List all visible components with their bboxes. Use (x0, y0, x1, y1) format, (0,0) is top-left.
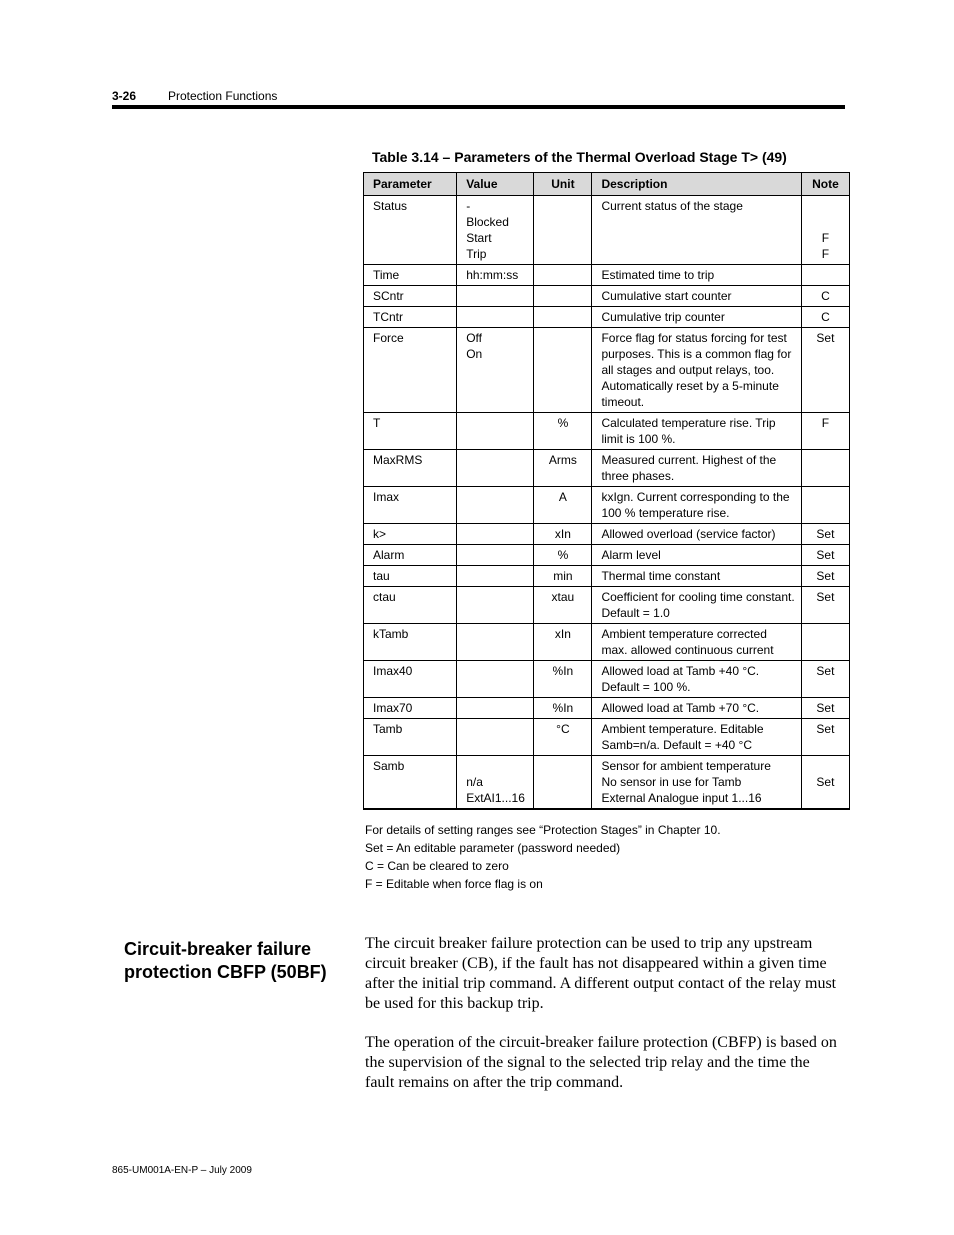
note-line: C = Can be cleared to zero (365, 859, 509, 873)
cell-description: Ambient temperature corrected max. allowed continuous current (592, 624, 801, 661)
cell-note (801, 328, 849, 413)
value-line: Blocked (466, 215, 509, 229)
cell-description: Coefficient for cooling time constant. Default = 1.0 (592, 587, 801, 624)
note-line: F (821, 416, 830, 430)
cell-value (457, 624, 534, 661)
note-line (806, 452, 845, 468)
note-line (806, 790, 845, 806)
table-row (364, 719, 850, 756)
table-row (364, 566, 850, 587)
cell-value (457, 450, 534, 487)
cell-unit (534, 756, 592, 810)
cell-description: Estimated time to trip (592, 265, 801, 286)
value-line (466, 663, 527, 679)
value-line (466, 489, 527, 505)
value-line (466, 309, 527, 325)
note-line: C (821, 289, 830, 303)
cell-note (801, 524, 849, 545)
table-header-row (364, 173, 850, 196)
note-line (806, 198, 845, 214)
table-caption: Table 3.14 – Parameters of the Thermal Overload Stage T> (49) (372, 149, 787, 165)
cell-note (801, 450, 849, 487)
value-line (466, 288, 527, 304)
cell-description: Alarm level (592, 545, 801, 566)
cell-description: Cumulative start counter (592, 286, 801, 307)
note-line: F (821, 247, 830, 261)
value-line: On (466, 347, 483, 361)
cell-parameter: T (364, 413, 457, 450)
cell-value (457, 756, 534, 810)
cell-description: Calculated temperature rise. Trip limit is 100 %. (592, 413, 801, 450)
cell-value (457, 196, 534, 265)
table-row (364, 450, 850, 487)
table-notes (365, 821, 721, 893)
cell-parameter: Samb (364, 756, 457, 810)
cell-note (801, 545, 849, 566)
value-line: n/a (466, 775, 483, 789)
cell-unit: °C (534, 719, 592, 756)
cell-unit (534, 328, 592, 413)
cell-note (801, 661, 849, 698)
body-paragraph: The circuit breaker failure protection can be used to trip any upstream circuit breaker (CB), if the fault has not disappeared within a given time after the initial trip command. A different output contact of the relay must be used for this backup trip. (365, 935, 837, 1012)
cell-note (801, 196, 849, 265)
cell-description (592, 756, 801, 810)
value-line: Start (466, 231, 492, 245)
cell-value (457, 524, 534, 545)
cell-unit: %In (534, 698, 592, 719)
cell-description: Force flag for status forcing for test purposes. This is a common flag for all stages and output relays, too. Automatically reset by a 5-minute timeout. (592, 328, 801, 413)
cell-parameter: Time (364, 265, 457, 286)
note-line (806, 758, 845, 774)
cell-parameter: k> (364, 524, 457, 545)
cell-parameter: MaxRMS (364, 450, 457, 487)
value-line (466, 452, 527, 468)
table-row (364, 698, 850, 719)
description-line: Sensor for ambient temperature (601, 759, 771, 773)
table-row (364, 661, 850, 698)
note-line (806, 267, 845, 283)
cell-unit: %In (534, 661, 592, 698)
value-line (466, 589, 527, 605)
value-line (466, 758, 527, 774)
cell-description: Measured current. Highest of the three phases. (592, 450, 801, 487)
cell-value (457, 587, 534, 624)
value-line (466, 526, 527, 542)
note-line: Set (816, 775, 835, 789)
cell-description: Current status of the stage (592, 196, 801, 265)
cell-parameter: tau (364, 566, 457, 587)
note-line: Set (816, 722, 835, 736)
table-row (364, 413, 850, 450)
cell-note (801, 307, 849, 328)
cell-value (457, 265, 534, 286)
cell-unit (534, 307, 592, 328)
page-number: 3-26 (112, 89, 137, 103)
parameters-table (363, 172, 850, 810)
cell-note (801, 756, 849, 810)
cell-value (457, 286, 534, 307)
value-line: hh:mm:ss (466, 268, 519, 282)
cell-description: Thermal time constant (592, 566, 801, 587)
note-line: F = Editable when force flag is on (365, 877, 543, 891)
table-row (364, 307, 850, 328)
cell-value (457, 487, 534, 524)
value-line: - (466, 199, 471, 213)
cell-parameter: Imax70 (364, 698, 457, 719)
cell-description: Allowed load at Tamb +70 °C. (592, 698, 801, 719)
cell-unit (534, 196, 592, 265)
header-rule (112, 105, 845, 109)
cell-description: Cumulative trip counter (592, 307, 801, 328)
section-body (365, 934, 843, 1112)
cell-unit: min (534, 566, 592, 587)
cell-parameter: Imax40 (364, 661, 457, 698)
note-line (806, 489, 845, 505)
chapter-title: Protection Functions (168, 89, 278, 103)
note-line: Set (816, 701, 835, 715)
cell-note (801, 587, 849, 624)
table-row (364, 196, 850, 265)
cell-note (801, 698, 849, 719)
cell-value (457, 661, 534, 698)
cell-parameter: TCntr (364, 307, 457, 328)
value-line (466, 415, 527, 431)
table-row (364, 487, 850, 524)
note-line: Set (816, 569, 835, 583)
note-line: For details of setting ranges see “Protection Stages” in Chapter 10. (365, 823, 721, 837)
note-line: Set (816, 331, 835, 345)
cell-note (801, 286, 849, 307)
value-line (466, 700, 527, 716)
cell-note (801, 487, 849, 524)
cell-unit (534, 286, 592, 307)
footer-doc-id: 865-UM001A-EN-P – July 2009 (112, 1165, 252, 1176)
value-line (466, 626, 527, 642)
cell-parameter: Alarm (364, 545, 457, 566)
table-row (364, 587, 850, 624)
column-header-description: Description (592, 173, 801, 196)
table-row (364, 328, 850, 413)
cell-unit: Arms (534, 450, 592, 487)
value-line (466, 721, 527, 737)
cell-note (801, 719, 849, 756)
table-row (364, 545, 850, 566)
cell-note (801, 265, 849, 286)
cell-parameter: SCntr (364, 286, 457, 307)
note-line: Set = An editable parameter (password needed) (365, 841, 621, 855)
column-header-parameter: Parameter (364, 173, 457, 196)
description-line: No sensor in use for Tamb (601, 775, 742, 789)
note-line: F (821, 231, 830, 245)
cell-description: Allowed load at Tamb +40 °C. Default = 100 %. (592, 661, 801, 698)
cell-unit: A (534, 487, 592, 524)
cell-parameter: Tamb (364, 719, 457, 756)
column-header-note: Note (801, 173, 849, 196)
description-line: External Analogue input 1...16 (601, 791, 762, 805)
value-line: Off (466, 331, 482, 345)
cell-unit: % (534, 413, 592, 450)
cell-description: kxIgn. Current corresponding to the 100 % temperature rise. (592, 487, 801, 524)
cell-value (457, 307, 534, 328)
cell-unit: xtau (534, 587, 592, 624)
value-line (466, 568, 527, 584)
table-row (364, 286, 850, 307)
cell-note (801, 624, 849, 661)
cell-value (457, 413, 534, 450)
cell-value (457, 566, 534, 587)
note-line (806, 214, 845, 230)
cell-parameter: ctau (364, 587, 457, 624)
table-row (364, 624, 850, 661)
table-row (364, 265, 850, 286)
note-line (806, 626, 845, 642)
cell-parameter: Status (364, 196, 457, 265)
cell-note (801, 566, 849, 587)
body-paragraph: The operation of the circuit-breaker failure protection (CBFP) is based on the supervision of the signal to the selected trip relay and the time the fault remains on after the trip command. (365, 1034, 837, 1091)
note-line: Set (816, 590, 835, 604)
cell-value (457, 719, 534, 756)
cell-parameter: kTamb (364, 624, 457, 661)
cell-value (457, 328, 534, 413)
table-body (364, 196, 850, 810)
cell-value (457, 698, 534, 719)
section-heading: Circuit-breaker failure protection CBFP (50BF) (124, 939, 327, 982)
table-row (364, 756, 850, 810)
table-row (364, 524, 850, 545)
cell-unit: % (534, 545, 592, 566)
cell-parameter: Imax (364, 487, 457, 524)
note-line: Set (816, 527, 835, 541)
note-line: Set (816, 664, 835, 678)
cell-unit: xIn (534, 524, 592, 545)
column-header-value: Value (457, 173, 534, 196)
value-line: Trip (466, 247, 487, 261)
note-line: C (821, 310, 830, 324)
column-header-unit: Unit (534, 173, 592, 196)
note-line: Set (816, 548, 835, 562)
cell-unit (534, 265, 592, 286)
cell-description: Ambient temperature. Editable Samb=n/a. Default = +40 °C (592, 719, 801, 756)
cell-note (801, 413, 849, 450)
cell-parameter: Force (364, 328, 457, 413)
cell-unit: xIn (534, 624, 592, 661)
cell-description: Allowed overload (service factor) (592, 524, 801, 545)
cell-value (457, 545, 534, 566)
value-line (466, 547, 527, 563)
value-line: ExtAI1...16 (466, 791, 525, 805)
